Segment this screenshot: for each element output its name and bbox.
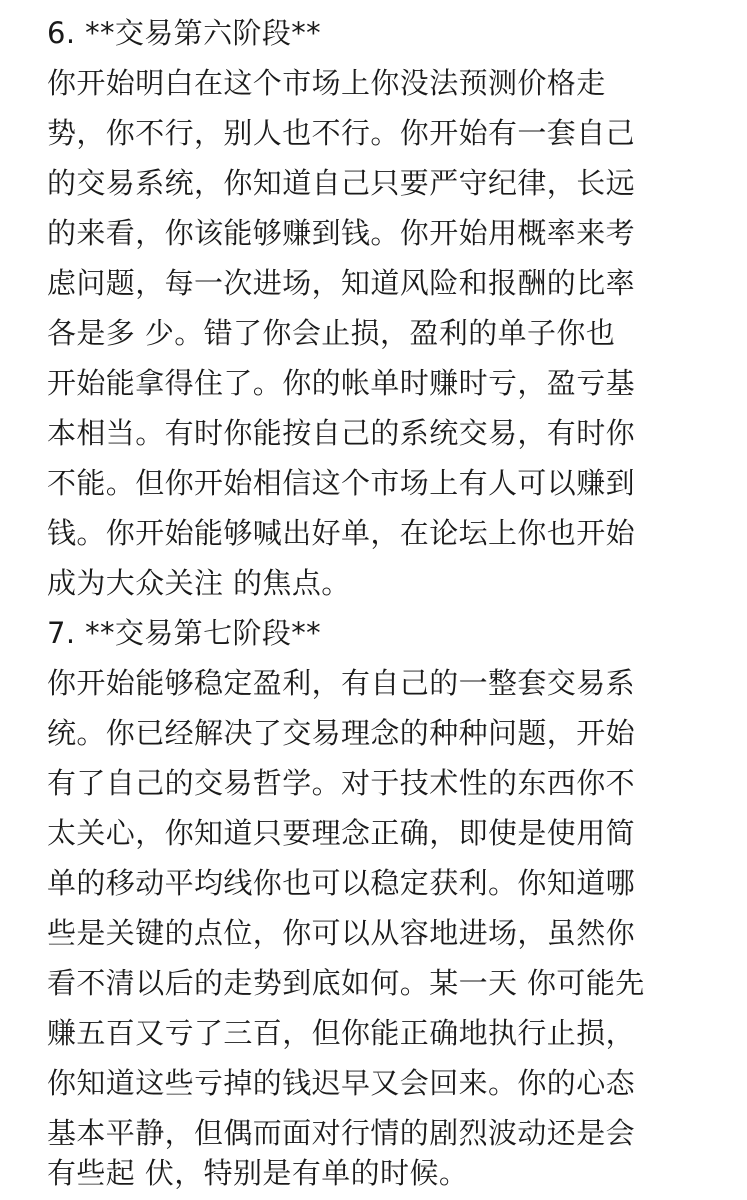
paragraph-line: 本相当。有时你能按自己的系统交易，有时你 [47,416,636,450]
paragraph-line: 势，你不行，别人也不行。你开始有一套自己 [47,116,636,150]
paragraph-line: 有些起 伏，特别是有单的时候。 [47,1156,469,1190]
paragraph-line: 统。你已经解决了交易理念的种种问题，开始 [47,716,636,750]
section-heading-stage-6: 6. **交易第六阶段** [47,16,322,50]
paragraph-line: 开始能拿得住了。你的帐单时赚时亏，盈亏基 [47,366,636,400]
paragraph-line: 你开始明白在这个市场上你没法预测价格走 [47,66,606,100]
paragraph-line: 你开始能够稳定盈利，有自己的一整套交易系 [47,666,636,700]
paragraph-line: 的来看，你该能够赚到钱。你开始用概率来考 [47,216,636,250]
paragraph-line: 太关心，你知道只要理念正确，即使是使用简 [47,816,636,850]
paragraph-line: 看不清以后的走势到底如何。某一天 你可能先 [47,966,645,1000]
paragraph-line: 成为大众关注 的焦点。 [47,566,351,600]
paragraph-line: 不能。但你开始相信这个市场上有人可以赚到 [47,466,636,500]
paragraph-line: 基本平静，但偶而面对行情的剧烈波动还是会 [47,1116,636,1150]
paragraph-line: 虑问题，每一次进场，知道风险和报酬的比率 [47,266,636,300]
paragraph-line: 各是多 少。错了你会止损，盈利的单子你也 [47,316,616,350]
paragraph-line: 些是关键的点位，你可以从容地进场，虽然你 [47,916,636,950]
paragraph-line: 的交易系统，你知道自己只要严守纪律，长远 [47,166,636,200]
paragraph-line: 你知道这些亏掉的钱迟早又会回来。你的心态 [47,1066,636,1100]
paragraph-line: 钱。你开始能够喊出好单，在论坛上你也开始 [47,516,636,550]
paragraph-line: 单的移动平均线你也可以稳定获利。你知道哪 [47,866,636,900]
section-heading-stage-7: 7. **交易第七阶段** [47,616,322,650]
paragraph-line: 赚五百又亏了三百，但你能正确地执行止损， [47,1016,636,1050]
paragraph-line: 有了自己的交易哲学。对于技术性的东西你不 [47,766,636,800]
